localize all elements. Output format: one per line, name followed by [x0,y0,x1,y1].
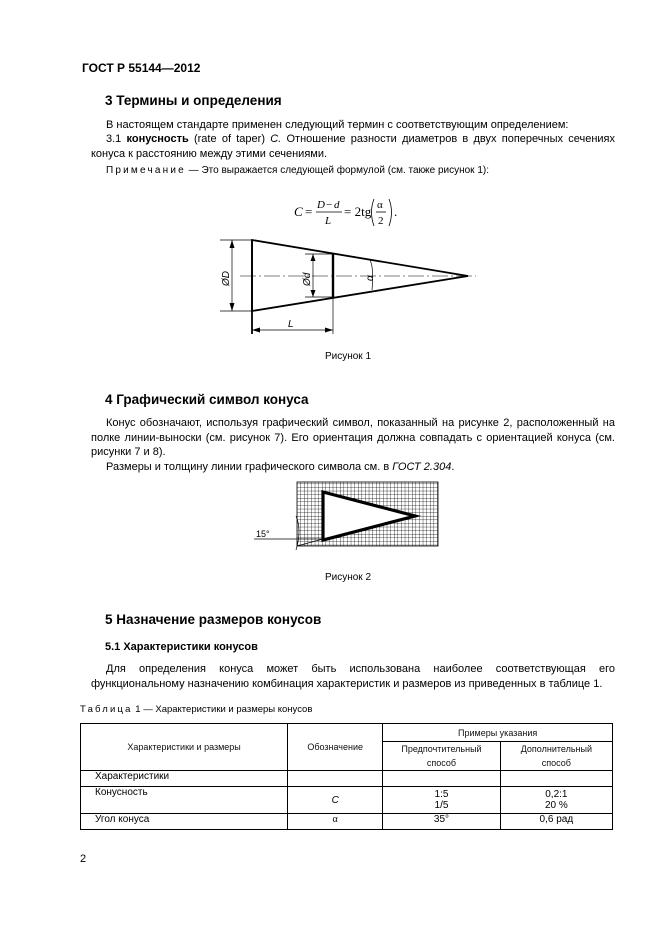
formula-minus: − [326,199,333,211]
table-row [81,787,613,814]
row-symbol: C [288,787,383,814]
header-characteristics: Характеристики и размеры [81,724,288,771]
formula-d-big: D [317,199,325,211]
header-preferred: Предпочтительный способ [383,742,500,771]
note-text: — Это выражается следующей формулой (см. также рисунок 1): [188,165,490,176]
section-5-title: 5 Назначение размеров конусов [105,612,322,627]
table-1-title [80,704,312,715]
formula-two: 2 [378,215,384,227]
table-row [81,814,613,830]
formula-graphic [292,196,402,230]
paren-left [372,199,375,226]
label-L: L [288,319,294,330]
angle-arc [370,260,373,290]
section-4-title: 4 Графический символ конуса [105,392,309,407]
figure-1-cone [210,234,480,344]
row-name: Угол конуса [81,814,288,830]
section-4-paragraph-1: Конус обозначают, используя графический символ, показанный на рисунке 2, расположенный на полке линии-выноски (см. рисунок 7). Его ориентация должна совпадать с ориентацией конуса (см. рисунки 7 и 8). [91,417,615,459]
formula-c: C [294,204,303,219]
header-symbol: Обозначение [288,724,383,771]
definition-term: конусность [126,133,189,145]
header-examples: Примеры указания [383,724,613,742]
definition-term-en: (rate of taper) [193,133,265,145]
definition-number: 3.1 [106,133,122,145]
section-5-1-title: 5.1 Характеристики конусов [105,641,258,653]
figure-2-caption: Рисунок 2 [324,572,372,583]
figure-1-caption: Рисунок 1 [324,351,372,362]
row-preferred: 35° [383,814,500,830]
section-5-1-paragraph: Для определения конуса может быть использована наиболее соответствующая его функциональному назначению комбинация характеристик и размеров из приведенных в таблице 1. [91,663,615,690]
label-alpha: α [365,275,376,281]
row-additional: 0,2:1 20 % [500,787,612,814]
label-D: ØD [221,271,232,286]
section-4-paragraph-2: Размеры и толщину линии графического символа см. в ГОСТ 2.304. [106,461,455,473]
taper-formula [292,196,402,234]
definition-text: Отношение разности диаметров в двух поперечных сечениях конуса к расстоянию между этими сечениями. [91,133,616,160]
gost-reference: ГОСТ 2.304 [392,461,452,473]
note-label: Примечание [106,165,186,176]
row-preferred: 1:5 1/5 [383,787,500,814]
label-d: Ød [302,272,313,286]
table-row [81,771,613,787]
definition-symbol: C. [270,133,282,145]
group-label: Характеристики [81,771,288,787]
note [91,164,615,179]
formula-eq: = [305,204,313,219]
document-id: ГОСТ Р 55144—2012 [82,61,201,75]
paren-right [389,199,392,226]
row-name: Конусность [81,787,288,814]
formula-l: L [325,215,332,227]
angle-15-label: 15° [256,529,270,539]
table-label: Таблица [80,704,133,715]
formula-rhs: = 2tg [344,204,372,219]
formula-d-small: d [334,199,340,211]
section-3-intro: В настоящем стандарте применен следующий термин с соответствующим определением: [106,119,569,131]
formula-end: . [394,204,398,219]
row-additional: 0,6 рад [500,814,612,830]
figure-2-symbol [250,480,450,560]
cone-outline [252,240,468,311]
definition-3-1 [91,132,615,161]
page-number: 2 [80,853,87,865]
row-symbol: α [288,814,383,830]
header-additional: Дополнительный способ [500,742,612,771]
section-3-title: 3 Термины и определения [105,93,282,108]
formula-alpha: α [377,199,383,211]
characteristics-table [80,723,613,830]
table-title-text: 1 — Характеристики и размеры конусов [135,704,313,715]
